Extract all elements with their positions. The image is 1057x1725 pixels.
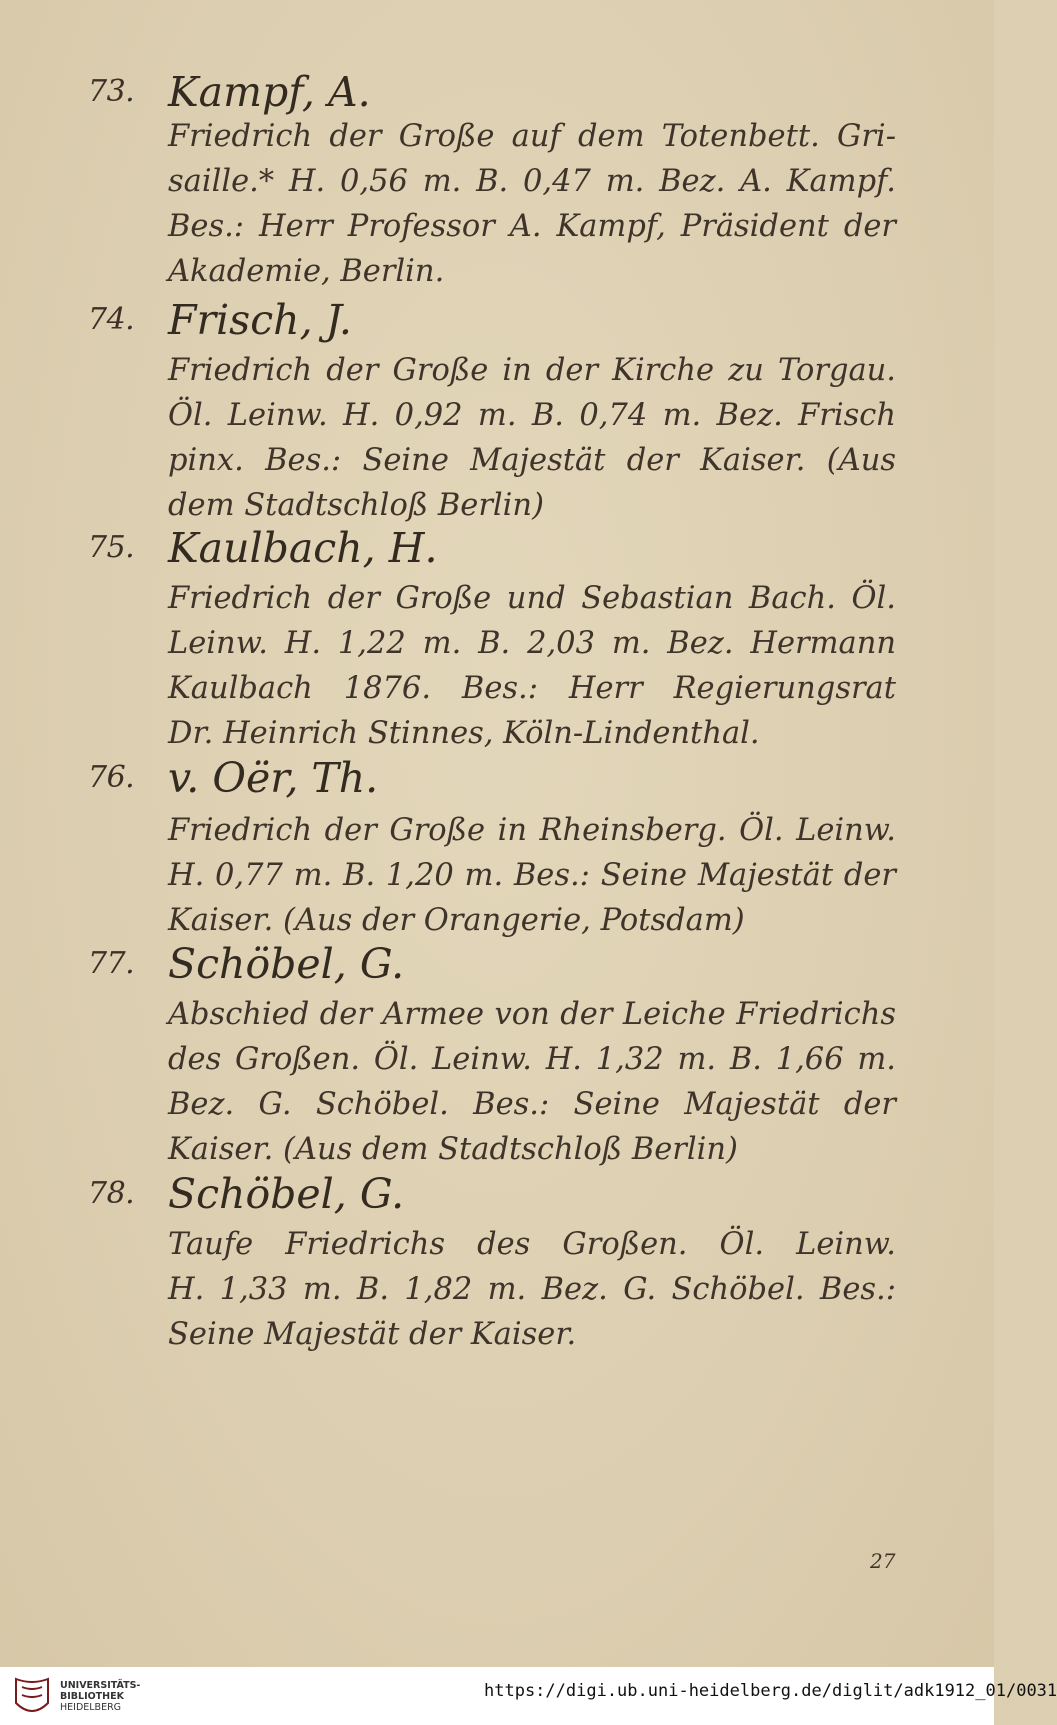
entry-number: 76. — [88, 760, 135, 795]
entry-description — [168, 576, 896, 756]
library-logo-icon — [12, 1675, 52, 1719]
description-line: Bes.: Herr Professor A. Kampf, Präsident der — [168, 209, 896, 244]
artist-name: Frisch, J. — [168, 296, 352, 344]
description-line: Leinw. H. 1,22 m. B. 2,03 m. Bez. Hermann — [168, 626, 896, 661]
entry-number: 74. — [88, 302, 135, 337]
description-line: Öl. Leinw. H. 0,92 m. B. 0,74 m. Bez. Frisch — [168, 398, 896, 433]
description-line: des Großen. Öl. Leinw. H. 1,32 m. B. 1,66 m. — [168, 1042, 896, 1077]
artist-name: Schöbel, G. — [168, 940, 405, 988]
entry-description — [168, 114, 896, 294]
description-line: H. 0,77 m. B. 1,20 m. Bes.: Seine Majestät der — [168, 858, 896, 893]
page-number: 27 — [870, 1549, 896, 1573]
entry-number: 73. — [88, 74, 135, 109]
entry-description — [168, 348, 896, 528]
description-line: Bez. G. Schöbel. Bes.: Seine Majestät der — [168, 1087, 896, 1122]
artist-name: v. Oër, Th. — [168, 754, 379, 802]
artist-name: Kaulbach, H. — [168, 524, 438, 572]
library-name-line: BIBLIOTHEK — [60, 1691, 124, 1702]
description-line: Akademie, Berlin. — [168, 254, 445, 289]
description-line: saille.* H. 0,56 m. B. 0,47 m. Bez. A. Kampf. — [168, 164, 896, 199]
entry-number: 78. — [88, 1176, 135, 1211]
description-line: Friedrich der Große in der Kirche zu Torgau. — [168, 353, 896, 388]
description-line: pinx. Bes.: Seine Majestät der Kaiser. (Aus — [168, 443, 896, 478]
footer-bar — [0, 1667, 1057, 1725]
source-url-link[interactable]: https://digi.ub.uni-heidelberg.de/diglit/adk1912_01/0031 — [484, 1681, 1057, 1701]
description-line: Friedrich der Große auf dem Totenbett. Gri- — [168, 119, 896, 154]
description-line: Friedrich der Große und Sebastian Bach. Öl. — [168, 581, 896, 616]
entry-number: 75. — [88, 530, 135, 565]
entry-description — [168, 1222, 896, 1357]
library-name-line: HEIDELBERG — [60, 1702, 122, 1713]
library-name-line: UNIVERSITÄTS- — [60, 1680, 141, 1691]
entry-description — [168, 992, 896, 1172]
description-line: Taufe Friedrichs des Großen. Öl. Leinw. — [168, 1227, 896, 1262]
description-line: Abschied der Armee von der Leiche Friedrichs — [168, 997, 896, 1032]
entry-number: 77. — [88, 946, 135, 981]
artist-name: Schöbel, G. — [168, 1170, 405, 1218]
description-line: Friedrich der Große in Rheinsberg. Öl. Leinw. — [168, 813, 896, 848]
library-name — [60, 1680, 140, 1713]
description-line: dem Stadtschloß Berlin) — [168, 488, 544, 523]
description-line: Kaulbach 1876. Bes.: Herr Regierungsrat — [168, 671, 896, 706]
description-line: Dr. Heinrich Stinnes, Köln-Lindenthal. — [168, 716, 760, 751]
artist-name: Kampf, A. — [168, 68, 371, 116]
description-line: Kaiser. (Aus der Orangerie, Potsdam) — [168, 903, 745, 938]
description-line: Seine Majestät der Kaiser. — [168, 1317, 577, 1352]
entry-description — [168, 808, 896, 943]
description-line: Kaiser. (Aus dem Stadtschloß Berlin) — [168, 1132, 738, 1167]
description-line: H. 1,33 m. B. 1,82 m. Bez. G. Schöbel. Bes.: — [168, 1272, 896, 1307]
